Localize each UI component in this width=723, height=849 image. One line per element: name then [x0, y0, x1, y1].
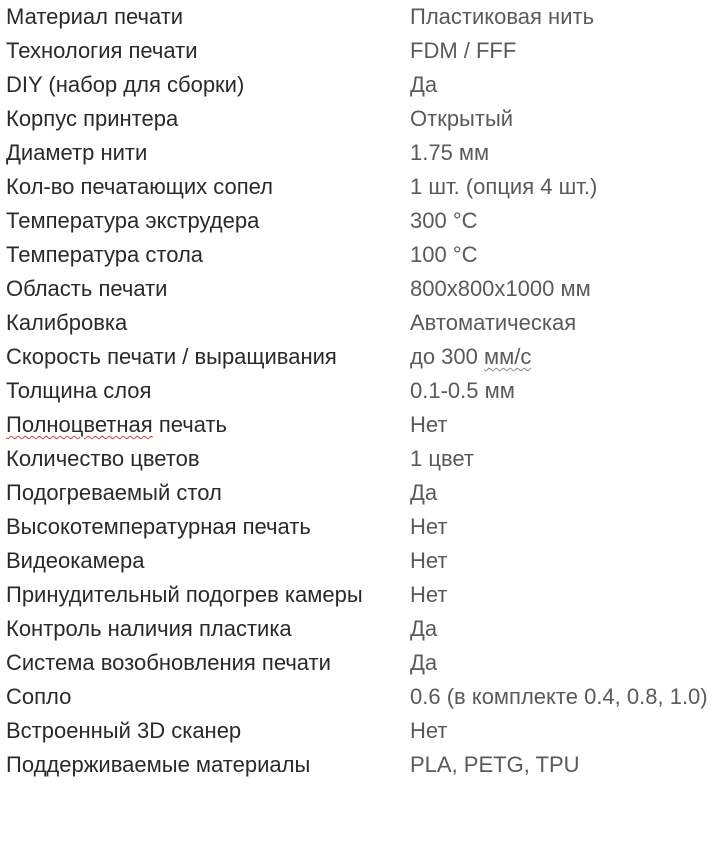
spec-name: Сопло: [6, 684, 72, 709]
spec-row-supported-materials: [0, 748, 723, 782]
spec-row-extruder-temperature: [0, 204, 723, 238]
spec-row-print-area: [0, 272, 723, 306]
spec-value-text: до 300: [410, 344, 485, 369]
spec-value: 0.1-0.5 мм: [410, 378, 515, 403]
spec-value: Нет: [410, 412, 448, 437]
spec-row-print-technology: [0, 34, 723, 68]
spec-name: Поддерживаемые материалы: [6, 752, 311, 777]
spelling-marked-text: мм/с: [484, 344, 532, 369]
spelling-marked-text: Полноцветная: [6, 412, 153, 437]
spec-value: Нет: [410, 548, 448, 573]
spec-row-high-temperature-printing: [0, 510, 723, 544]
spec-row-print-speed: [0, 340, 723, 374]
spec-name-text: печать: [152, 412, 228, 437]
spec-row-print-resume: [0, 646, 723, 680]
spec-value: 0.6 (в комплекте 0.4, 0.8, 1.0): [410, 684, 708, 709]
spec-value: Да: [410, 72, 438, 97]
spec-row-print-material: [0, 0, 723, 34]
spec-name: Принудительный подогрев камеры: [6, 582, 363, 607]
spec-value: Нет: [410, 718, 448, 743]
spec-value: Нет: [410, 582, 448, 607]
spec-row-chamber-heating: [0, 578, 723, 612]
spec-value: 100 °C: [410, 242, 478, 267]
spec-value: 1 шт. (опция 4 шт.): [410, 174, 598, 199]
spec-row-video-camera: [0, 544, 723, 578]
spec-value: Нет: [410, 514, 448, 539]
spec-row-diy-kit: [0, 68, 723, 102]
spec-value: Автоматическая: [410, 310, 577, 335]
spec-value: [410, 340, 723, 374]
spec-name: Контроль наличия пластика: [6, 616, 292, 641]
spec-name: Толщина слоя: [6, 378, 152, 403]
spec-row-printer-case: [0, 102, 723, 136]
spec-row-filament-sensor: [0, 612, 723, 646]
spec-row-nozzle: [0, 680, 723, 714]
spec-row-color-count: [0, 442, 723, 476]
spec-row-full-color-printing: [0, 408, 723, 442]
spec-name: Калибровка: [6, 310, 128, 335]
spec-row-nozzle-count: [0, 170, 723, 204]
spec-row-calibration: [0, 306, 723, 340]
spec-row-bed-temperature: [0, 238, 723, 272]
spec-name: Подогреваемый стол: [6, 480, 222, 505]
spec-name: Количество цветов: [6, 446, 200, 471]
spec-name: Технология печати: [6, 38, 198, 63]
spec-name: Система возобновления печати: [6, 650, 331, 675]
spec-name: Видеокамера: [6, 548, 145, 573]
spec-name: Высокотемпературная печать: [6, 514, 311, 539]
spec-name: Материал печати: [6, 4, 184, 29]
spec-row-heated-bed: [0, 476, 723, 510]
spec-value: Да: [410, 480, 438, 505]
spec-name: Область печати: [6, 276, 168, 301]
spec-value: Открытый: [410, 106, 514, 131]
spec-value: 1 цвет: [410, 446, 474, 471]
spec-name: Скорость печати / выращивания: [6, 344, 337, 369]
spec-name: Кол-во печатающих сопел: [6, 174, 273, 199]
spec-value: 300 °C: [410, 208, 478, 233]
spec-name: Диаметр нити: [6, 140, 148, 165]
spec-value: 800x800x1000 мм: [410, 276, 591, 301]
spec-value: PLA, PETG, TPU: [410, 752, 580, 777]
spec-name: DIY (набор для сборки): [6, 72, 245, 97]
spec-value: FDM / FFF: [410, 38, 517, 63]
spec-name: Корпус принтера: [6, 106, 179, 131]
spec-value: Да: [410, 650, 438, 675]
spec-name: [0, 408, 410, 442]
spec-row-3d-scanner: [0, 714, 723, 748]
spec-value: Пластиковая нить: [410, 4, 595, 29]
spec-row-layer-thickness: [0, 374, 723, 408]
spec-value: Да: [410, 616, 438, 641]
spec-name: Температура стола: [6, 242, 204, 267]
spec-name: Встроенный 3D сканер: [6, 718, 242, 743]
spec-name: Температура экструдера: [6, 208, 260, 233]
spec-value: 1.75 мм: [410, 140, 490, 165]
spec-row-filament-diameter: [0, 136, 723, 170]
